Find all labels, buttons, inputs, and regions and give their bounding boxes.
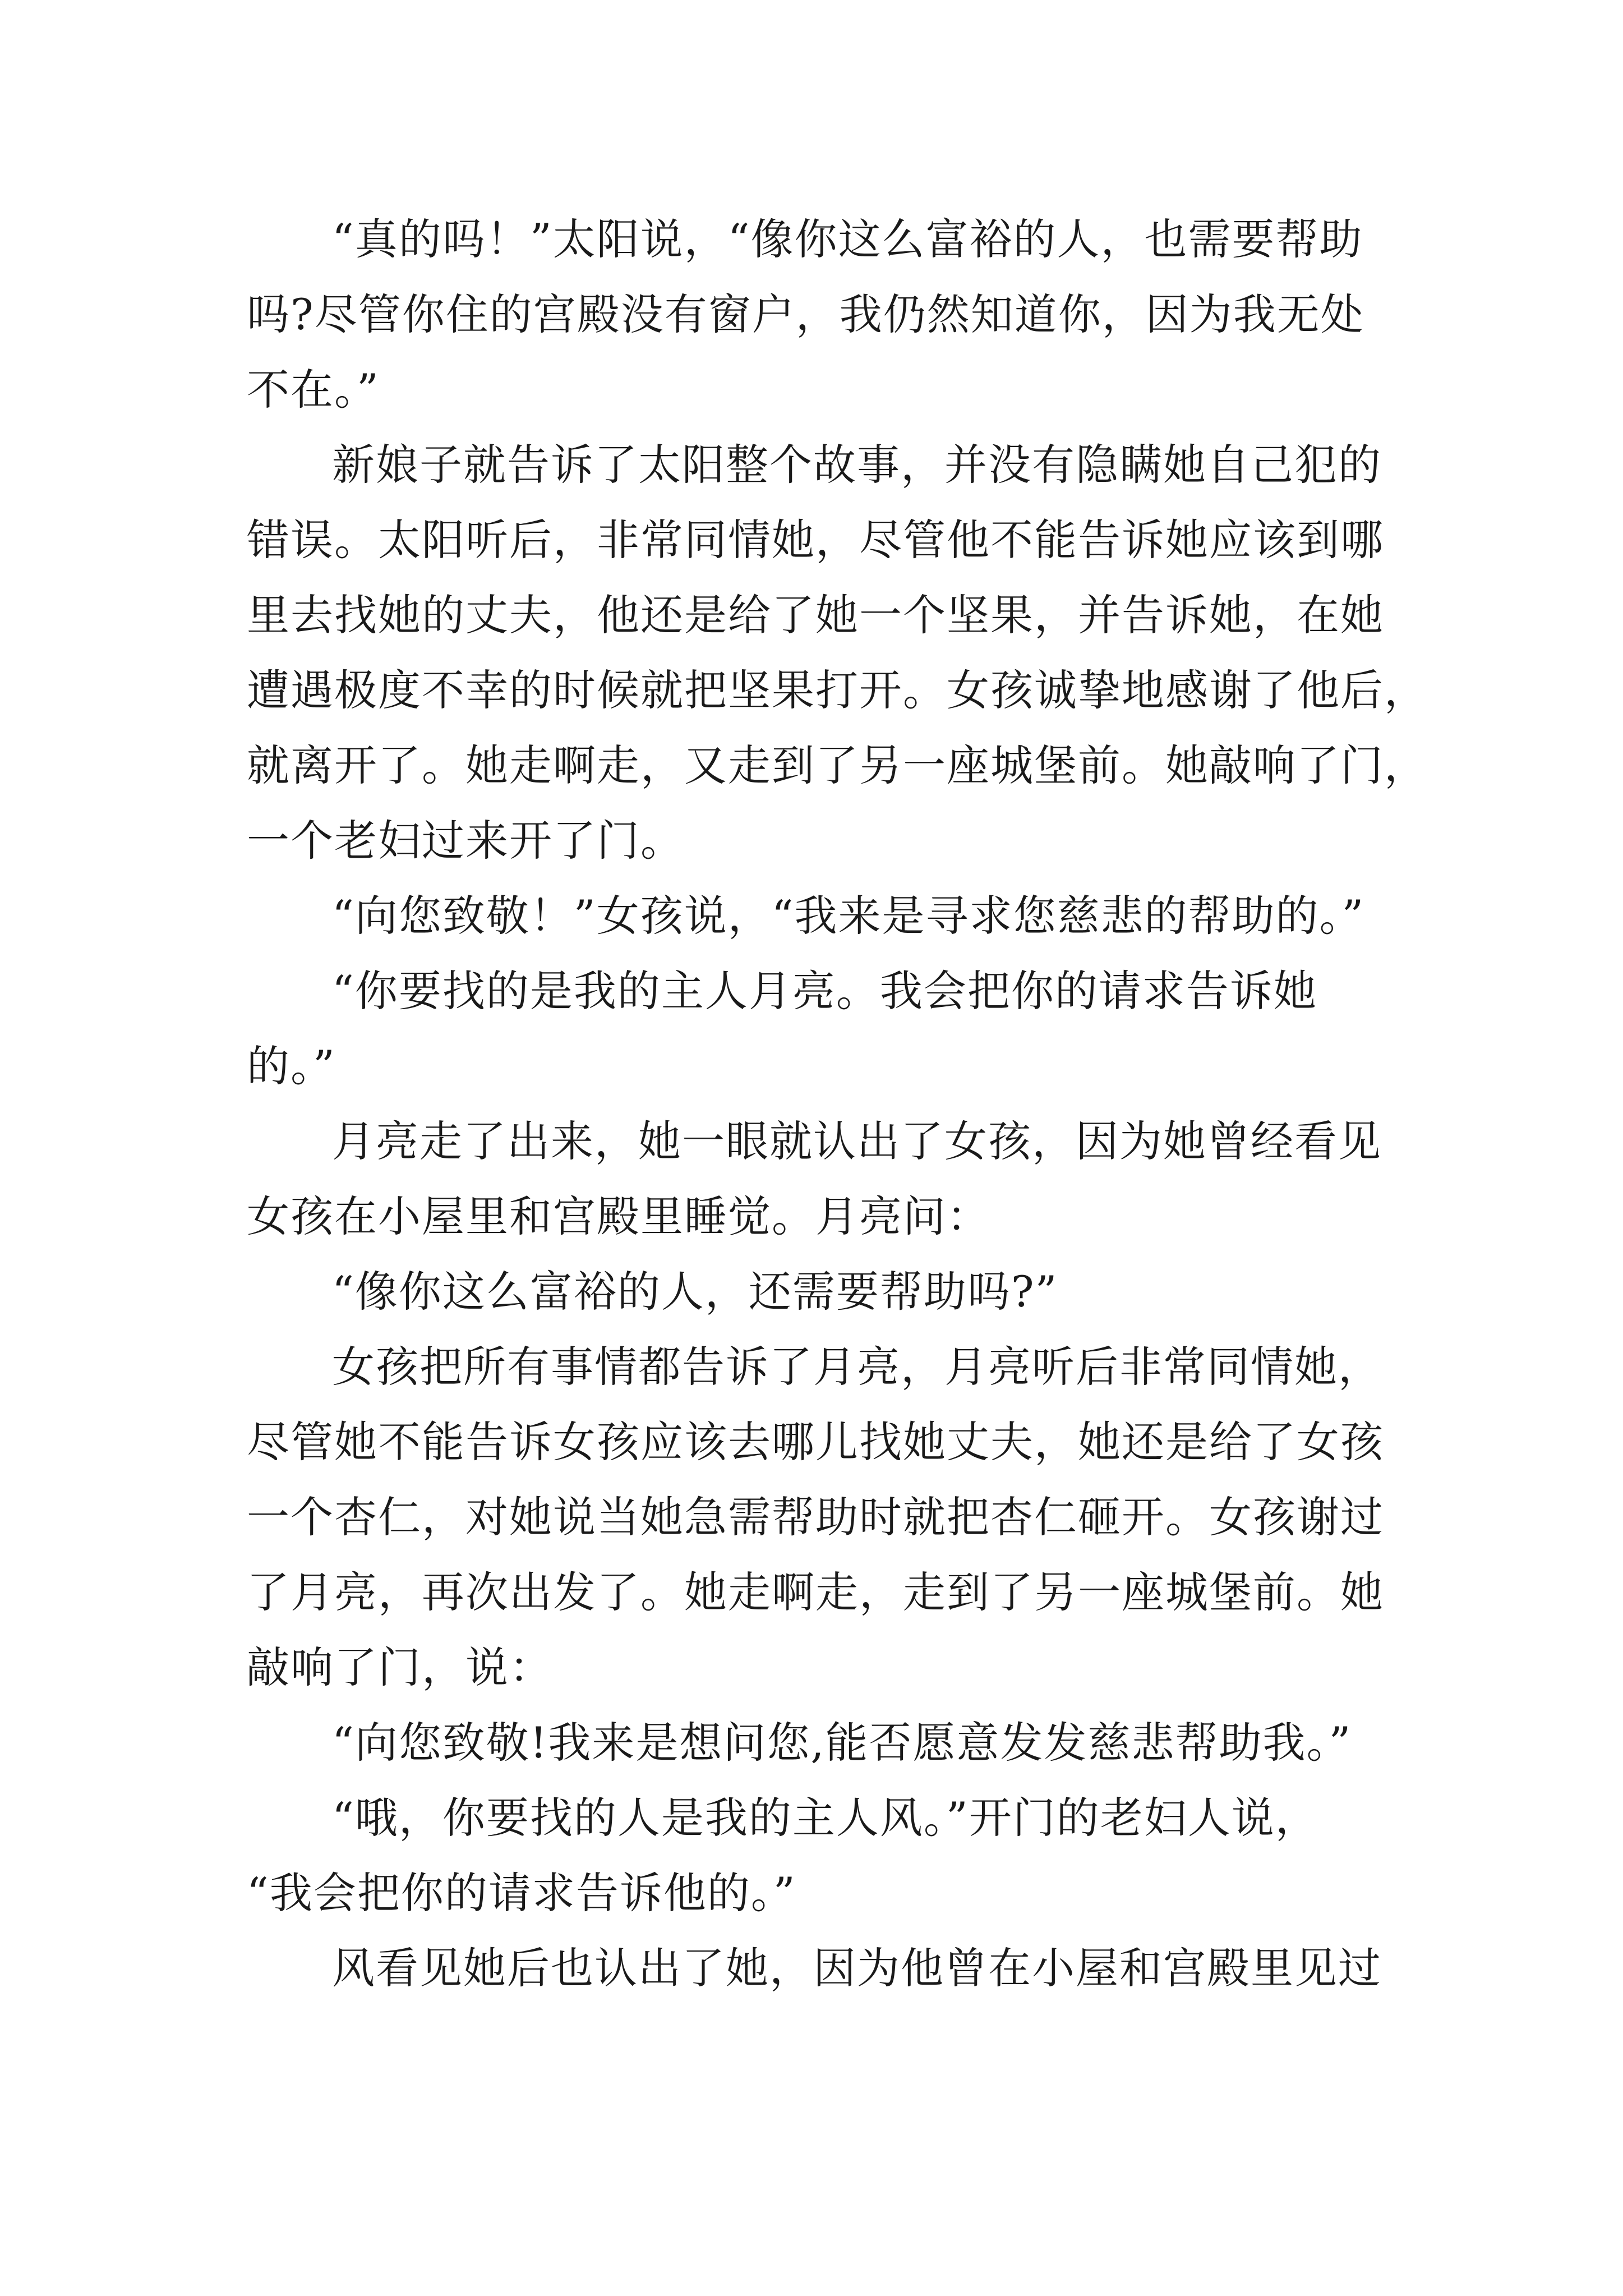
text-line: 里去找她的丈夫，他还是给了她一个坚果，并告诉她，在她 [247, 590, 1384, 640]
text-line: 不在。” [247, 365, 380, 415]
text-line: 风看见她后也认出了她，因为他曾在小屋和宫殿里见过 [332, 1943, 1382, 1993]
text-line: “我会把你的请求告诉他的。” [247, 1868, 796, 1918]
text-line: 的。” [247, 1041, 336, 1091]
text-line: “向您致敬！”女孩说，“我来是寻求您慈悲的帮助的。” [332, 891, 1365, 941]
text-line: 吗?尽管你住的宫殿没有窗户，我仍然知道你，因为我无处 [247, 289, 1364, 339]
text-line: 一个杏仁，对她说当她急需帮助时就把杏仁砸开。女孩谢过 [247, 1492, 1384, 1542]
text-line: 就离开了。她走啊走，又走到了另一座城堡前。她敲响了门， [247, 740, 1428, 790]
text-line: “真的吗！”太阳说，“像你这么富裕的人，也需要帮助 [332, 214, 1363, 264]
text-line: 一个老妇过来开了门。 [247, 816, 684, 866]
text-line: 女孩把所有事情都告诉了月亮，月亮听后非常同情她， [332, 1342, 1382, 1392]
text-line: 尽管她不能告诉女孩应该去哪儿找她丈夫，她还是给了女孩 [247, 1417, 1384, 1467]
text-line: 遭遇极度不幸的时候就把坚果打开。女孩诚挚地感谢了他后， [247, 665, 1428, 715]
text-line: 女孩在小屋里和宫殿里睡觉。月亮问： [247, 1191, 990, 1241]
text-line: 月亮走了出来，她一眼就认出了女孩，因为她曾经看见 [332, 1116, 1382, 1166]
text-line: “向您致敬!我来是想问您,能否愿意发发慈悲帮助我。” [332, 1718, 1352, 1768]
text-line: “哦，你要找的人是我的主人风。”开门的老妇人说， [332, 1793, 1319, 1843]
text-line: 了月亮，再次出发了。她走啊走，走到了另一座城堡前。她 [247, 1567, 1384, 1617]
text-line: “你要找的是我的主人月亮。我会把你的请求告诉她 [332, 966, 1317, 1016]
text-line: 新娘子就告诉了太阳整个故事，并没有隐瞒她自己犯的 [332, 440, 1382, 490]
body-text [247, 202, 1428, 2006]
text-line: 敲响了门，说： [247, 1642, 553, 1692]
text-line: “像你这么富裕的人，还需要帮助吗?” [332, 1267, 1058, 1317]
text-line: 错误。太阳听后，非常同情她，尽管他不能告诉她应该到哪 [247, 515, 1384, 565]
